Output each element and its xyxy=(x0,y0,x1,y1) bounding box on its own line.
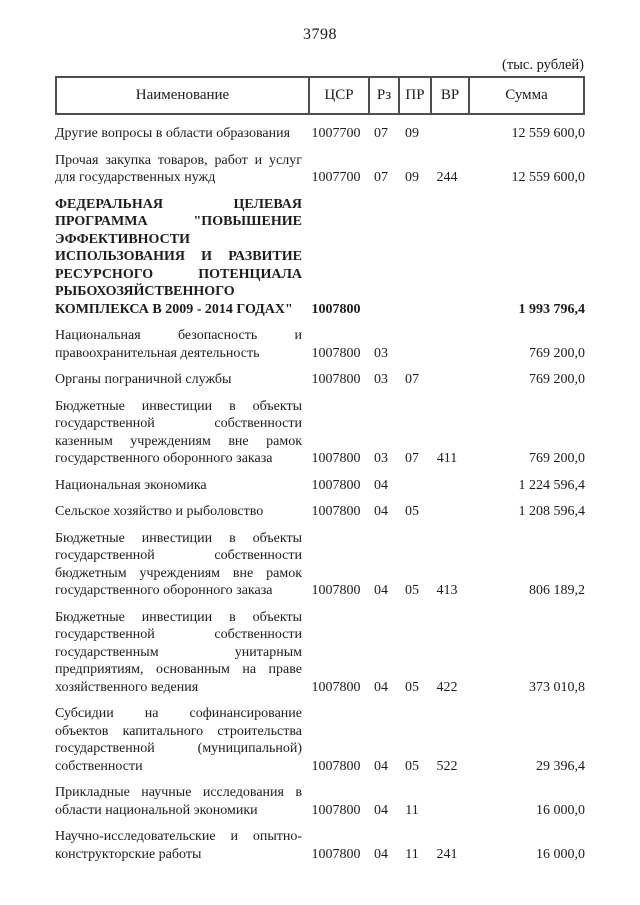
row-name-cell: Бюджетные инвестиции в объекты государственной собственности казенным учреждениям вне рамок государственного оборонного заказа xyxy=(55,398,302,466)
units-note: (тыс. рублей) xyxy=(502,57,584,73)
table-row xyxy=(55,125,585,143)
row-name-cell: Прочая закупка товаров, работ и услуг для государственных нужд xyxy=(55,152,302,185)
row-name-cell: Сельское хозяйство и рыболовство xyxy=(55,504,264,519)
row-name-cell: Бюджетные инвестиции в объекты государственной собственности государственным унитарным предприятиям, основанным на праве хозяйственного ведения xyxy=(55,609,302,695)
table-row xyxy=(55,784,585,819)
row-pr-cell: 07 xyxy=(405,451,419,466)
table-row xyxy=(55,828,585,863)
row-name-cell: Субсидии на софинансирование объектов капитального строительства государственной (муниципальной) собственности xyxy=(55,706,302,774)
page-number: 3798 xyxy=(303,26,337,43)
row-csr-cell: 1007700 xyxy=(311,170,361,185)
row-sum-cell: 16 000,0 xyxy=(536,802,585,818)
column-header-rz: Рз xyxy=(368,78,398,113)
budget-table xyxy=(55,76,585,863)
row-sum-cell: 806 189,2 xyxy=(529,583,585,598)
row-name-cell: Национальная экономика xyxy=(55,477,207,493)
row-csr-cell: 1007800 xyxy=(311,679,361,695)
row-vr-cell: 522 xyxy=(436,758,458,774)
row-pr-cell: 05 xyxy=(405,758,419,774)
table-row xyxy=(55,705,585,775)
row-name-cell: Бюджетные инвестиции в объекты государственной собственности бюджетным учреждениям вне рамок государственного оборонного заказа xyxy=(55,530,302,598)
row-sum-cell: 16 000,0 xyxy=(536,846,585,862)
row-pr-cell: 11 xyxy=(405,846,419,862)
row-csr-cell: 1007800 xyxy=(311,758,361,774)
row-pr-cell: 05 xyxy=(405,679,419,695)
row-rz-cell: 04 xyxy=(374,758,388,774)
row-csr-cell: 1007800 xyxy=(311,451,361,466)
row-sum-cell: 769 200,0 xyxy=(529,345,585,361)
row-csr-cell: 1007800 xyxy=(311,345,361,361)
row-name-cell: Прикладные научные исследования в области национальной экономики xyxy=(55,785,302,818)
table-row xyxy=(55,609,585,697)
row-rz-cell: 03 xyxy=(374,451,388,466)
row-vr-cell: 411 xyxy=(436,451,458,466)
row-vr-cell: 244 xyxy=(436,170,458,185)
column-header-sum: Сумма xyxy=(468,78,583,113)
column-header-csr: ЦСР xyxy=(308,78,368,113)
row-csr-cell: 1007800 xyxy=(311,477,361,493)
row-sum-cell: 12 559 600,0 xyxy=(511,126,585,141)
table-row xyxy=(55,503,585,521)
row-sum-cell: 373 010,8 xyxy=(529,679,585,695)
table-row xyxy=(55,371,585,389)
row-csr-cell: 1007800 xyxy=(311,583,361,598)
row-sum-cell: 1 224 596,4 xyxy=(518,477,585,493)
row-csr-cell: 1007800 xyxy=(311,846,361,862)
table-row xyxy=(55,196,585,319)
row-sum-cell: 12 559 600,0 xyxy=(511,170,585,185)
row-pr-cell: 05 xyxy=(405,504,419,519)
row-csr-cell: 1007800 xyxy=(311,504,361,519)
row-rz-cell: 03 xyxy=(374,345,388,361)
table-row xyxy=(55,327,585,362)
row-rz-cell: 04 xyxy=(374,802,388,818)
row-sum-cell: 769 200,0 xyxy=(529,451,585,466)
column-header-pr: ПР xyxy=(398,78,430,113)
row-sum-cell: 769 200,0 xyxy=(529,372,585,387)
row-csr-cell: 1007800 xyxy=(311,301,361,317)
row-pr-cell: 09 xyxy=(405,126,419,141)
row-vr-cell: 422 xyxy=(436,679,458,695)
row-rz-cell: 04 xyxy=(374,504,388,519)
table-row xyxy=(55,152,585,187)
row-rz-cell: 04 xyxy=(374,583,388,598)
row-sum-cell: 1 993 796,4 xyxy=(518,301,585,317)
row-pr-cell: 09 xyxy=(405,170,419,185)
row-vr-cell: 241 xyxy=(436,846,458,862)
row-name-cell: ФЕДЕРАЛЬНАЯ ЦЕЛЕВАЯ ПРОГРАММА "ПОВЫШЕНИЕ ЭФФЕКТИВНОСТИ ИСПОЛЬЗОВАНИЯ И РАЗВИТИЕ РЕСУРСНОГО ПОТЕНЦИАЛА РЫБОХОЗЯЙСТВЕННОГО КОМПЛЕКСА В 2009 - 2014 ГОДАХ" xyxy=(55,196,302,317)
row-rz-cell: 03 xyxy=(374,372,388,387)
row-csr-cell: 1007700 xyxy=(311,126,361,141)
table-row xyxy=(55,398,585,468)
row-pr-cell: 11 xyxy=(405,802,419,818)
row-rz-cell: 04 xyxy=(374,846,388,862)
row-name-cell: Научно-исследовательские и опытно-конструкторские работы xyxy=(55,829,302,862)
column-header-vr: ВР xyxy=(430,78,468,113)
row-name-cell: Национальная безопасность и правоохранительная деятельность xyxy=(55,328,302,361)
row-csr-cell: 1007800 xyxy=(311,372,361,387)
row-rz-cell: 07 xyxy=(374,126,388,141)
column-header-name: Наименование xyxy=(135,87,230,103)
table-row xyxy=(55,477,585,495)
row-sum-cell: 1 208 596,4 xyxy=(518,504,585,519)
row-csr-cell: 1007800 xyxy=(311,802,361,818)
table-row xyxy=(55,530,585,600)
row-rz-cell: 04 xyxy=(374,477,388,493)
table-body xyxy=(55,125,585,863)
row-sum-cell: 29 396,4 xyxy=(536,758,585,774)
row-rz-cell: 04 xyxy=(374,679,388,695)
row-name-cell: Органы пограничной службы xyxy=(55,372,232,387)
row-pr-cell: 05 xyxy=(405,583,419,598)
row-name-cell: Другие вопросы в области образования xyxy=(55,126,291,141)
row-rz-cell: 07 xyxy=(374,170,388,185)
table-header-row xyxy=(55,76,585,115)
row-pr-cell: 07 xyxy=(405,372,419,387)
row-vr-cell: 413 xyxy=(436,583,458,598)
